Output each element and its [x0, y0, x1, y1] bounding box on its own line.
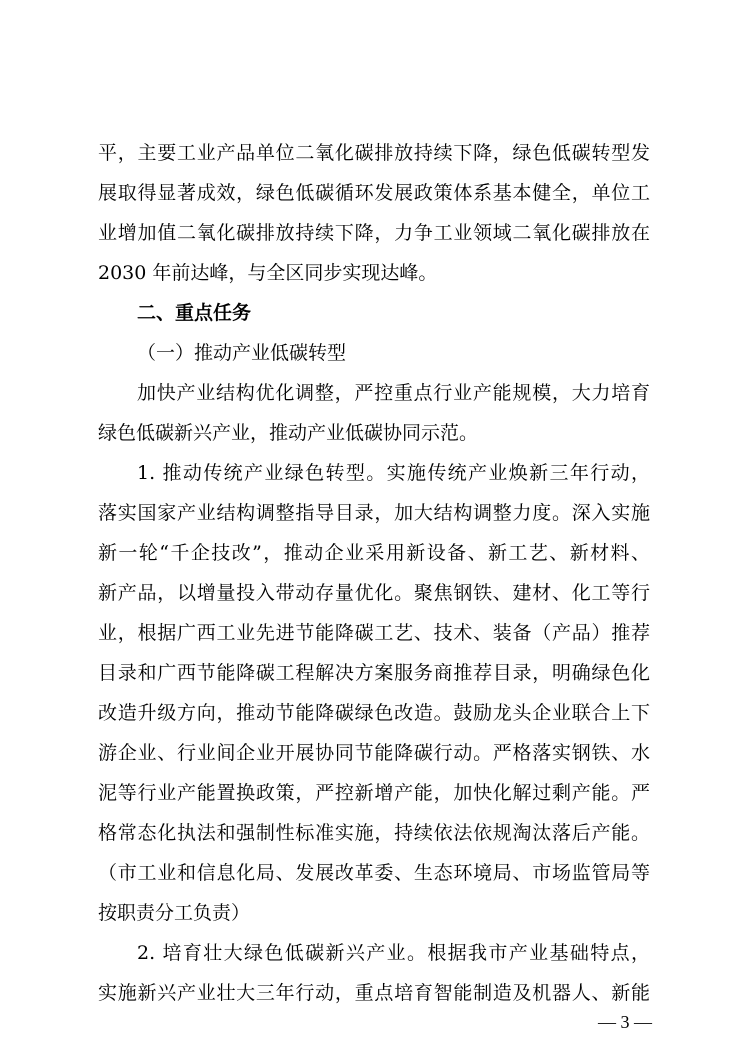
page-number: — 3 — [598, 1012, 652, 1032]
text-line: 2. 培育壮大绿色低碳新兴产业。根据我市产业基础特点， [137, 942, 650, 964]
text-line: 平，主要工业产品单位二氧化碳排放持续下降，绿色低碳转型发 [98, 142, 650, 164]
text-line: 改造升级方向，推动节能降碳绿色改造。鼓励龙头企业联合上下 [98, 702, 650, 724]
text-line: 按职责分工负责） [98, 902, 251, 924]
text-line: 1. 推动传统产业绿色转型。实施传统产业焕新三年行动， [137, 462, 650, 484]
text-line: 2030 年前达峰，与全区同步实现达峰。 [98, 262, 438, 284]
subsection-heading: （一）推动产业低碳转型 [137, 342, 347, 364]
text-line: 业，根据广西工业先进节能降碳工艺、技术、装备（产品）推荐 [98, 622, 650, 644]
text-line: 落实国家产业结构调整指导目录，加大结构调整力度。深入实施 [98, 502, 650, 524]
text-line: 展取得显著成效，绿色低碳循环发展政策体系基本健全，单位工 [98, 182, 650, 204]
text-line: 目录和广西节能降碳工程解决方案服务商推荐目录，明确绿色化 [98, 662, 650, 684]
text-line: 新产品，以增量投入带动存量优化。聚焦钢铁、建材、化工等行 [98, 582, 650, 604]
text-line: 实施新兴产业壮大三年行动，重点培育智能制造及机器人、新能 [98, 982, 650, 1004]
text-line: 业增加值二氧化碳排放持续下降，力争工业领域二氧化碳排放在 [98, 222, 650, 244]
text-line: 游企业、行业间企业开展协同节能降碳行动。严格落实钢铁、水 [98, 742, 650, 764]
text-line: 加快产业结构优化调整，严控重点行业产能规模，大力培育 [137, 382, 650, 404]
text-line: 新一轮“千企技改”，推动企业采用新设备、新工艺、新材料、 [98, 542, 650, 564]
section-heading: 二、重点任务 [137, 302, 252, 324]
text-line: 绿色低碳新兴产业，推动产业低碳协同示范。 [98, 422, 479, 444]
text-line: 格常态化执法和强制性标准实施，持续依法依规淘汰落后产能。 [98, 822, 650, 844]
text-line: 泥等行业产能置换政策，严控新增产能，加快化解过剩产能。严 [98, 782, 650, 804]
text-line: （市工业和信息化局、发展改革委、生态环境局、市场监管局等 [98, 862, 650, 884]
